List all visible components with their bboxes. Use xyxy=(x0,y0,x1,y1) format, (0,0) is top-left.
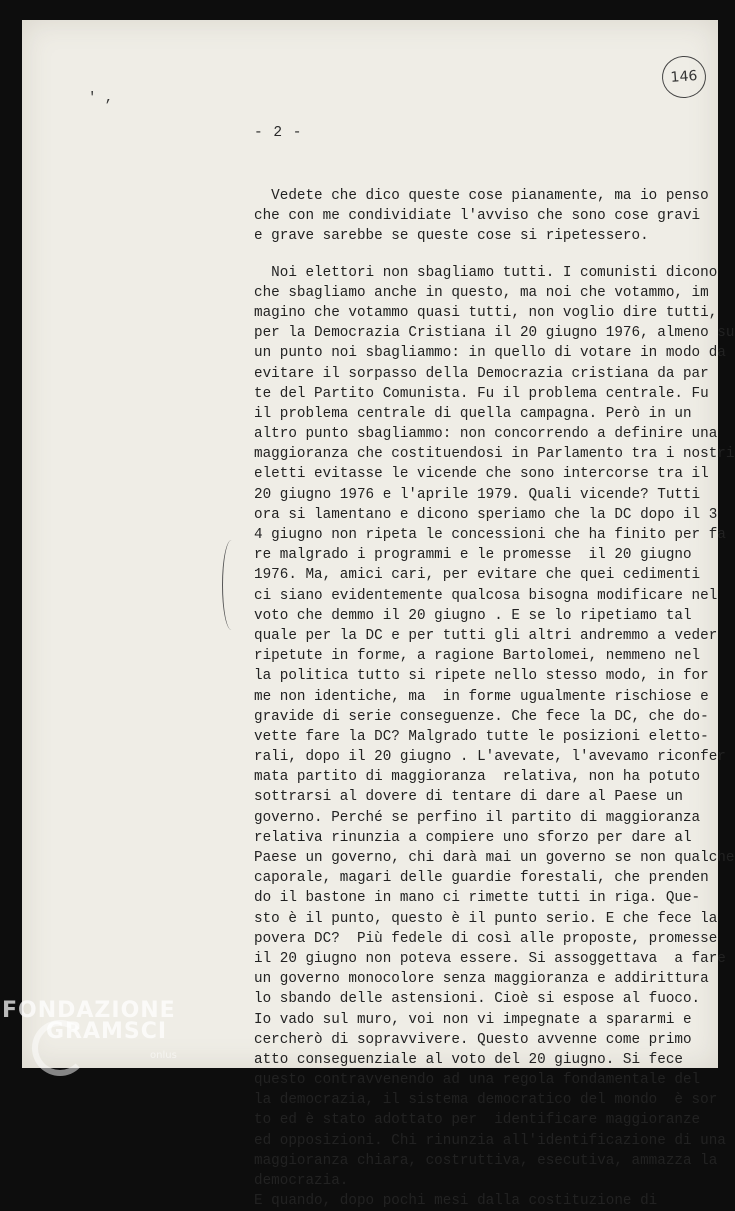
margin-bracket-mark xyxy=(222,540,241,630)
text-line: un punto noi sbagliammo: in quello di votare in modo da xyxy=(254,345,726,362)
text-line: altro punto sbagliammo: non concorrendo a definire una xyxy=(254,426,718,443)
text-line: la politica tutto si ripete nello stesso modo, in for xyxy=(254,668,709,685)
text-line: sottrarsi al dovere di tentare di dare al Paese un xyxy=(254,789,683,806)
text-line: Noi elettori non sbagliamo tutti. I comunisti dicono xyxy=(254,264,718,281)
text-line: rali, dopo il 20 giugno . L'avevate, l'avevamo riconfer xyxy=(254,749,726,766)
text-line: 20 giugno 1976 e l'aprile 1979. Quali vicende? Tutti xyxy=(254,486,701,503)
text-line: maggioranza che costituendosi in Parlamento tra i nostri xyxy=(254,446,735,463)
text-line: eletti evitasse le vicende che sono intercorse tra il xyxy=(254,466,709,483)
watermark-suffix: onlus xyxy=(150,1050,177,1061)
text-line: vette fare la DC? Malgrado tutte le posizioni eletto- xyxy=(254,728,709,745)
text-line: E quando, dopo pochi mesi dalla costituzione di xyxy=(254,1193,658,1210)
paragraph xyxy=(254,263,735,1211)
text-line: per la Democrazia Cristiana il 20 giugno 1976, almeno su xyxy=(254,325,735,342)
text-line: me non identiche, ma in forme ugualmente rischiose e xyxy=(254,688,709,705)
text-line: democrazia. xyxy=(254,1173,349,1189)
text-line: magino che votammo quasi tutti, non voglio dire tutti, xyxy=(254,304,718,321)
text-line: cercherò di sopravvivere. Questo avvenne come primo xyxy=(254,1031,692,1048)
text-line: to ed è stato adottato per identificare maggioranze xyxy=(254,1112,701,1129)
text-line: governo. Perché se perfino il partito di maggioranza xyxy=(254,809,701,826)
text-line: e grave sarebbe se queste cose si ripetessero. xyxy=(254,228,649,245)
text-line: quale per la DC e per tutti gli altri andremmo a veder xyxy=(254,627,718,644)
text-line: maggioranza chiara, costruttiva, esecutiva, ammazza la xyxy=(254,1152,718,1169)
text-line: il problema centrale di quella campagna. Però in un xyxy=(254,405,692,422)
text-line: che sbagliamo anche in questo, ma noi che votammo, im xyxy=(254,284,709,301)
text-line: voto che demmo il 20 giugno . E se lo ripetiamo tal xyxy=(254,607,692,624)
text-line: ci siano evidentemente qualcosa bisogna modificare nel xyxy=(254,587,718,604)
watermark-line2: GRAMSCI xyxy=(46,1019,168,1044)
text-line: relativa rinunzia a compiere uno sforzo per dare al xyxy=(254,829,692,846)
typed-text-body xyxy=(254,186,735,1211)
text-line: un governo monocolore senza maggioranza e addirittura xyxy=(254,971,709,988)
text-line: ripetute in forme, a ragione Bartolomei, nemmeno nel xyxy=(254,648,701,665)
text-line: ora si lamentano e dicono speriamo che la DC dopo il 3 xyxy=(254,506,718,523)
text-line: sto è il punto, questo è il punto serio. E che fece la xyxy=(254,910,718,927)
watermark-line1: FONDAZIONE xyxy=(2,998,176,1023)
watermark xyxy=(2,998,177,1061)
corner-marks: ' , xyxy=(88,90,114,106)
text-line: re malgrado i programmi e le promesse il 20 giugno xyxy=(254,547,692,564)
text-line: 1976. Ma, amici cari, per evitare che quei cedimenti xyxy=(254,567,701,584)
text-line: Io vado sul muro, voi non vi impegnate a spararmi e xyxy=(254,1011,692,1028)
text-line: questo contravvenendo ad una regola fondamentale del xyxy=(254,1072,701,1089)
text-line: ed opposizioni. Chi rinunzia all'identificazione di una xyxy=(254,1132,726,1149)
text-line: povera DC? Più fedele di così alle proposte, promesse xyxy=(254,930,718,947)
folio-number: 146 xyxy=(661,55,708,100)
text-line: che con me condividiate l'avviso che sono cose gravi xyxy=(254,208,701,225)
watermark-logo-icon xyxy=(32,1020,88,1076)
text-line: il 20 giugno non poteva essere. Si assoggettava a fare xyxy=(254,950,726,967)
text-line: 4 giugno non ripeta le concessioni che ha finito per fa xyxy=(254,527,726,543)
text-line: do il bastone in mano ci rimette tutti in riga. Que- xyxy=(254,890,701,907)
page-number: - 2 - xyxy=(254,125,303,141)
text-line: atto conseguenziale al voto del 20 giugno. Si fece xyxy=(254,1051,683,1068)
text-line: gravide di serie conseguenze. Che fece la DC, che do- xyxy=(254,708,709,725)
text-line: caporale, magari delle guardie forestali, che prenden xyxy=(254,870,709,887)
text-line: mata partito di maggioranza relativa, non ha potuto xyxy=(254,769,701,786)
text-line: la democrazia, il sistema democratico del mondo è sor xyxy=(254,1092,718,1109)
paragraph xyxy=(254,186,724,247)
text-line: lo sbando delle astensioni. Cioè si espose al fuoco. xyxy=(254,991,701,1008)
text-line: evitare il sorpasso della Democrazia cristiana da par xyxy=(254,365,709,382)
text-line: te del Partito Comunista. Fu il problema centrale. Fu xyxy=(254,385,709,402)
paragraph-gap xyxy=(254,247,724,263)
text-line: Paese un governo, chi darà mai un governo se non qualche xyxy=(254,850,735,866)
text-line: Vedete che dico queste cose pianamente, ma io penso xyxy=(254,188,709,204)
